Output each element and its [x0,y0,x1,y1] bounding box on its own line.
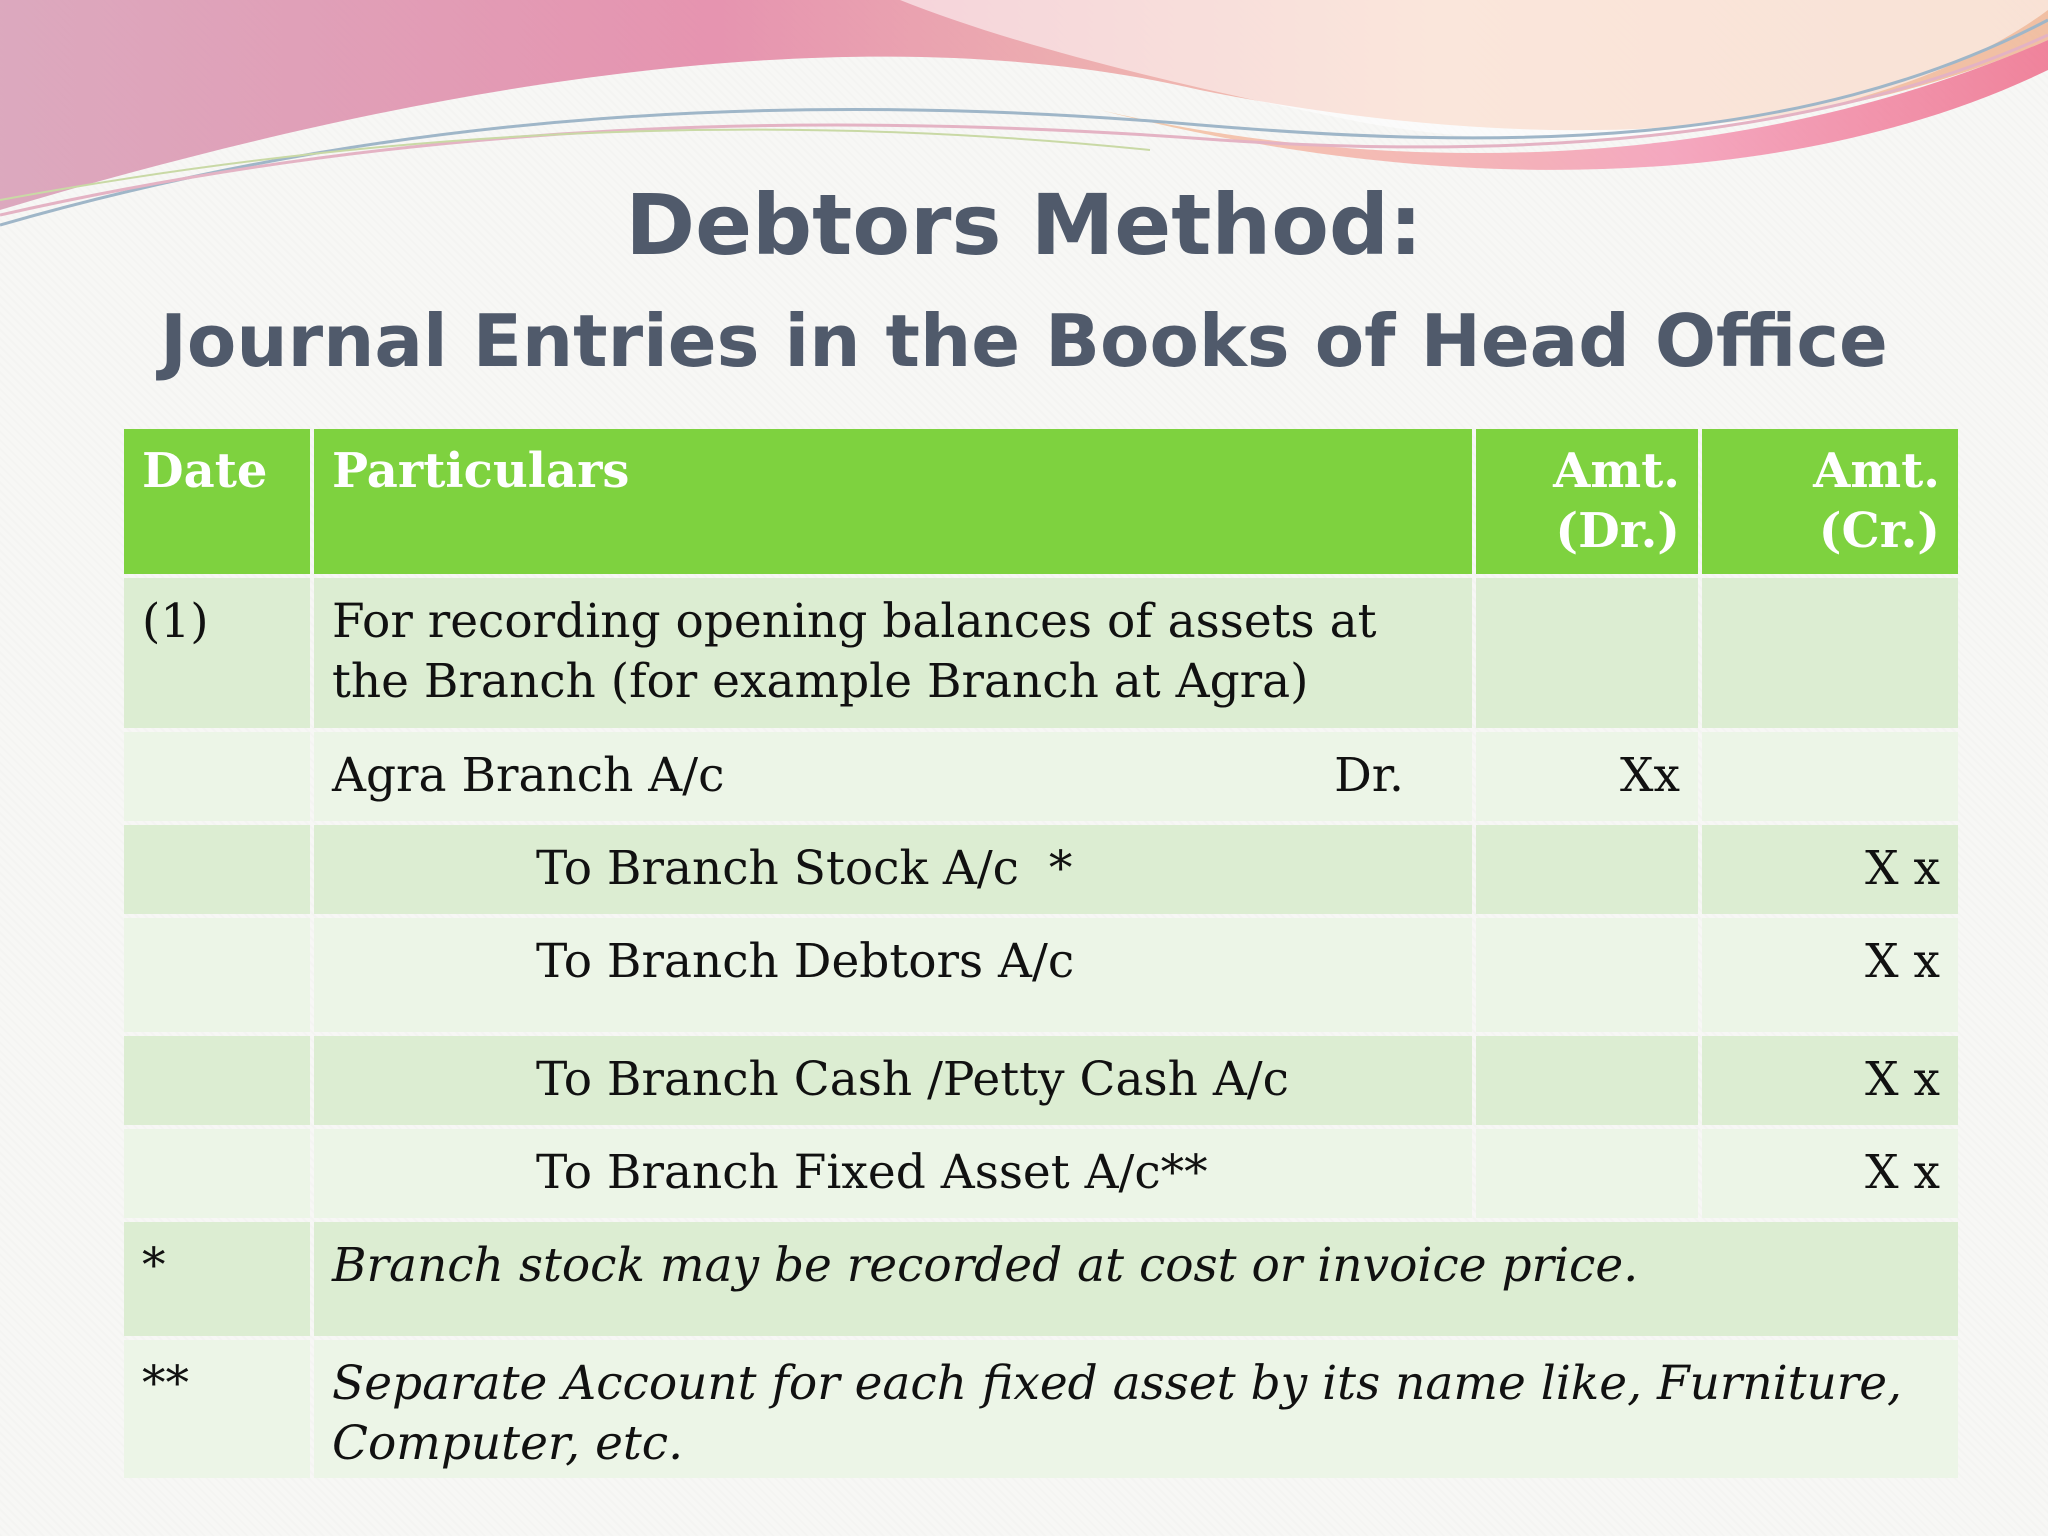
credit-account: To Branch Debtors A/c [536,934,1075,989]
header-amount-dr-line2: (Dr.) [1555,503,1680,559]
debit-marker: Dr. [1334,748,1404,803]
row-particulars [314,918,1472,1032]
row-amount-cr [1702,732,1958,821]
account-name: Agra Branch A/c [332,748,725,803]
row-amount-cr: X x [1702,918,1958,1032]
row-particulars [314,732,1472,821]
row-amount-cr: X x [1702,1036,1958,1125]
row-amount-dr [1476,578,1698,728]
credit-account: To Branch Stock A/c * [536,841,1073,896]
header-row [124,429,1958,574]
header-amount-cr-line1: Amt. [1813,443,1940,499]
header-amount-cr [1702,429,1958,574]
row-date: * [124,1222,310,1336]
row-date [124,1129,310,1218]
row-date: (1) [124,578,310,728]
footnote-text: Separate Account for each fixed asset by its name like, Furniture, Computer, etc. [314,1340,1958,1478]
row-amount-cr: X x [1702,1129,1958,1218]
row-amount-dr: Xx [1476,732,1698,821]
table-row [124,1340,1958,1478]
credit-account: To Branch Fixed Asset A/c** [536,1145,1208,1200]
row-date [124,1036,310,1125]
table-row [124,918,1958,1032]
slide-title: Debtors Method: [625,176,1423,274]
row-particulars [314,1129,1472,1218]
table-row [124,825,1958,914]
row-amount-cr: X x [1702,825,1958,914]
row-particulars [314,1036,1472,1125]
header-date: Date [124,429,310,574]
row-amount-dr [1476,918,1698,1032]
header-particulars: Particulars [314,429,1472,574]
header-amount-dr-line1: Amt. [1553,443,1680,499]
row-date [124,825,310,914]
row-amount-dr [1476,1129,1698,1218]
row-date [124,732,310,821]
row-amount-dr [1476,825,1698,914]
row-particulars [314,825,1472,914]
header-amount-dr [1476,429,1698,574]
table-row [124,732,1958,821]
row-particulars: For recording opening balances of assets at the Branch (for example Branch at Agra) [314,578,1472,728]
table-row [124,1036,1958,1125]
table-row [124,1129,1958,1218]
table-row [124,578,1958,728]
slide-subtitle: Journal Entries in the Books of Head Office [160,299,1888,383]
title-block [0,170,2048,396]
table-row [124,1222,1958,1336]
journal-table [120,425,1962,1482]
header-amount-cr-line2: (Cr.) [1818,503,1940,559]
credit-account: To Branch Cash /Petty Cash A/c [536,1052,1289,1107]
footnote-text: Branch stock may be recorded at cost or invoice price. [314,1222,1958,1336]
row-amount-cr [1702,578,1958,728]
row-date [124,918,310,1032]
row-amount-dr [1476,1036,1698,1125]
row-date: ** [124,1340,310,1478]
